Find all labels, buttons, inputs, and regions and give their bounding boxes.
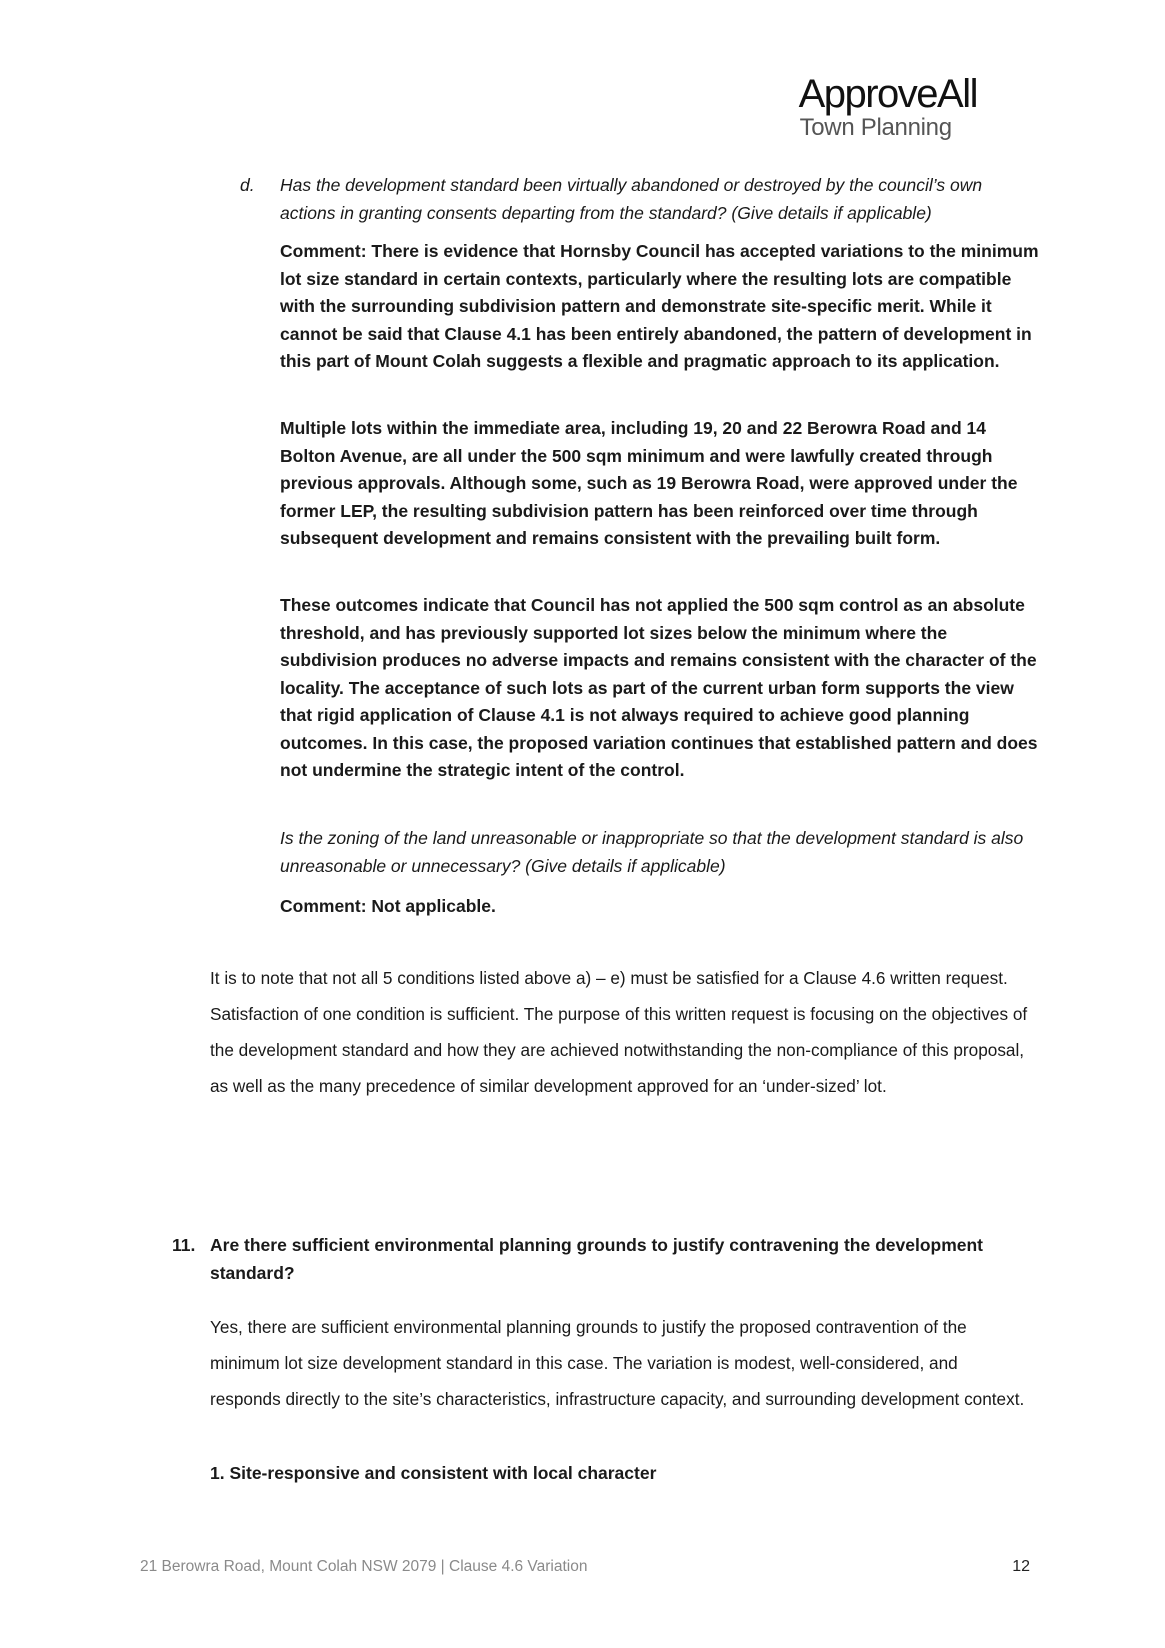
page-footer (140, 1558, 1030, 1576)
question-11-number: 11. (172, 1235, 196, 1255)
question-e-text: Is the zoning of the land unreasonable or inappropriate so that the development standard is also unreasonable or unnecessary? (Give details if applicable) (280, 828, 1024, 876)
question-d-text: Has the development standard been virtually abandoned or destroyed by the council’s own actions in granting consents departing from the standard? (Give details if applicable) (280, 175, 983, 223)
logo-subtitle: Town Planning (799, 114, 952, 141)
question-11-text: Are there sufficient environmental planning grounds to justify contravening the development standard? (210, 1235, 984, 1283)
page-number: 12 (1012, 1558, 1030, 1575)
question-11-answer: Yes, there are sufficient environmental planning grounds to justify the proposed contravention of the minimum lot size development standard in this case. The variation is modest, well-considered, and responds directly to the site’s characteristics, infrastructure capacity, and surrounding development context. (210, 1317, 1025, 1409)
question-d-comment-2: Multiple lots within the immediate area, including 19, 20 and 22 Berowra Road and 14 Bolton Avenue, are all under the 500 sqm minimum and were lawfully created through previous approvals. Although some, such as 19 Berowra Road, were approved under the former LEP, the resulting subdivision pattern has been reinforced over time through subsequent development and remains consistent with the prevailing built form. (280, 418, 1018, 548)
section-subheading: 1. Site-responsive and consistent with local character (210, 1463, 657, 1483)
company-logo (799, 74, 977, 142)
footer-text: 21 Berowra Road, Mount Colah NSW 2079 | Clause 4.6 Variation (140, 1558, 588, 1575)
question-11 (172, 1232, 1032, 1287)
question-d-comment-1: Comment: There is evidence that Hornsby Council has accepted variations to the minimum lot size standard in certain contexts, particularly where the resulting lots are compatible with the surrounding subdivision pattern and demonstrate site-specific merit. While it cannot be said that Clause 4.1 has been entirely abandoned, the pattern of development in this part of Mount Colah suggests a flexible and pragmatic approach to its application. (280, 241, 1039, 371)
question-d (240, 172, 1030, 227)
question-d-comment-3: These outcomes indicate that Council has not applied the 500 sqm control as an absolute threshold, and has previously supported lot sizes below the minimum where the subdivision produces no adverse impacts and remains consistent with the character of the locality. The acceptance of such lots as part of the current urban form supports the view that rigid application of Clause 4.1 is not always required to achieve good planning outcomes. In this case, the proposed variation continues that established pattern and does not undermine the strategic intent of the control. (280, 595, 1038, 780)
question-e-comment: Comment: Not applicable. (280, 896, 496, 916)
question-d-letter: d. (240, 175, 255, 195)
logo-name: ApproveAll (798, 72, 977, 116)
note-paragraph: It is to note that not all 5 conditions listed above a) – e) must be satisfied for a Clause 4.6 written request. Satisfaction of one condition is sufficient. The purpose of this written request is focusing on the objectives of the development standard and how they are achieved notwithstanding the non-compliance of this proposal, as well as the many precedence of similar development approved for an ‘under-sized’ lot. (210, 968, 1028, 1096)
